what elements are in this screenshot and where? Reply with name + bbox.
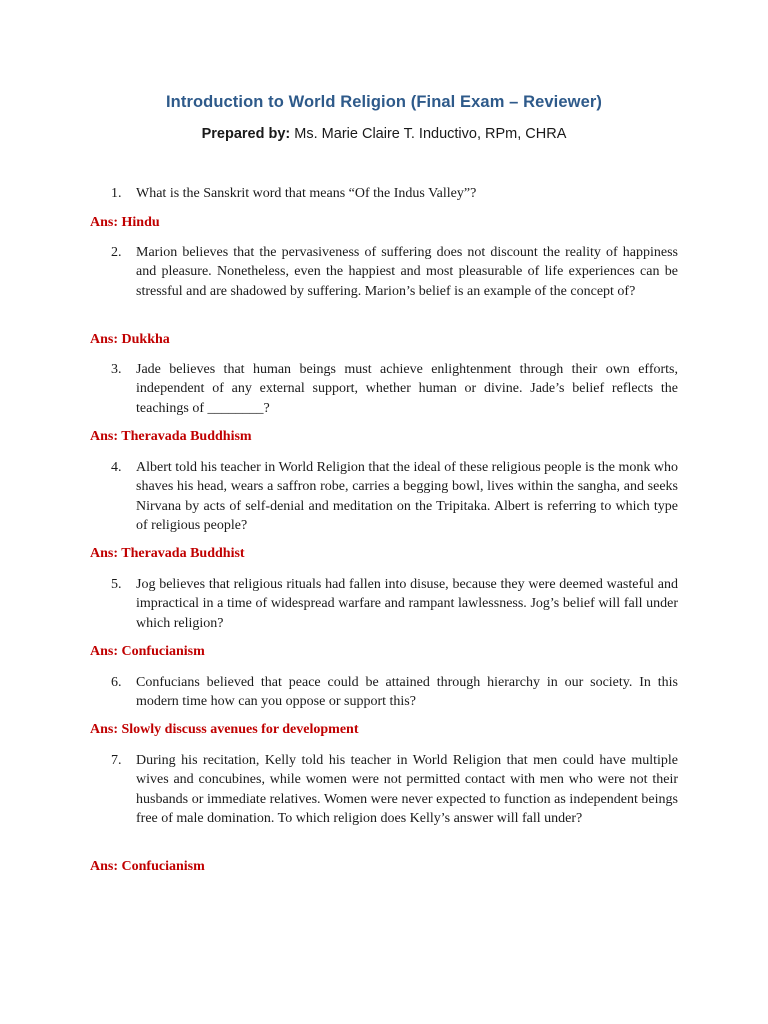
question-body: What is the Sanskrit word that means “Of the Indus Valley”? bbox=[136, 186, 477, 201]
question-item bbox=[0, 673, 768, 712]
question-text bbox=[111, 360, 678, 418]
question-text bbox=[111, 243, 678, 301]
question-text bbox=[111, 751, 678, 828]
question-item bbox=[0, 184, 768, 203]
document-title: Introduction to World Religion (Final Exam – Reviewer) bbox=[166, 93, 602, 111]
prepared-by-line bbox=[0, 126, 768, 142]
question-number: 3. bbox=[111, 362, 122, 377]
question-body: Albert told his teacher in World Religion that the ideal of these religious people is the monk who shaves his head, wears a saffron robe, carries a begging bowl, lives within the sangha, and seeks Nirvana by acts of self-denial and meditation on the Tripitaka. Albert is referring to which type of religious people? bbox=[136, 460, 678, 533]
question-item bbox=[0, 243, 768, 301]
question-text bbox=[111, 184, 678, 203]
question-body: During his recitation, Kelly told his teacher in World Religion that men could have multiple wives and concubines, while women were not permitted contact with men who were not their husbands or immediate relatives. Women were never expected to function as independent beings free of male domination. To which religion does Kelly’s answer will fall under? bbox=[136, 753, 678, 826]
question-body: Jade believes that human beings must achieve enlightenment through their own efforts, independent of any external support, whether human or divine. Jade’s belief reflects the teachings of ________? bbox=[136, 362, 678, 416]
answer-text: Ans: Confucianism bbox=[90, 644, 205, 659]
question-text bbox=[111, 575, 678, 633]
answer-text: Ans: Confucianism bbox=[90, 859, 205, 874]
question-number: 6. bbox=[111, 675, 122, 690]
question-item bbox=[0, 458, 768, 535]
question-number: 7. bbox=[111, 753, 122, 768]
question-number: 5. bbox=[111, 577, 122, 592]
answer-text: Ans: Hindu bbox=[90, 215, 160, 230]
question-item bbox=[0, 751, 768, 828]
question-item bbox=[0, 360, 768, 418]
question-body: Confucians believed that peace could be attained through hierarchy in our society. In this modern time how can you oppose or support this? bbox=[136, 675, 678, 710]
answer-text: Ans: Theravada Buddhism bbox=[90, 429, 252, 444]
question-body: Jog believes that religious rituals had fallen into disuse, because they were deemed wasteful and impractical in a time of widespread warfare and rampant lawlessness. Jog’s belief will fall under which religion? bbox=[136, 577, 678, 631]
question-body: Marion believes that the pervasiveness of suffering does not discount the reality of happiness and pleasure. Nonetheless, even the happiest and most pleasurable of life experiences can be stressful and are shadowed by suffering. Marion’s belief is an example of the concept of? bbox=[136, 245, 678, 299]
question-number: 4. bbox=[111, 460, 122, 475]
question-number: 1. bbox=[111, 186, 122, 201]
prepared-by-name: Ms. Marie Claire T. Inductivo, RPm, CHRA bbox=[294, 126, 567, 142]
question-text bbox=[111, 673, 678, 712]
question-item bbox=[0, 575, 768, 633]
answer-text: Ans: Theravada Buddhist bbox=[90, 546, 245, 561]
answer-text: Ans: Dukkha bbox=[90, 332, 170, 347]
answer-text: Ans: Slowly discuss avenues for development bbox=[90, 722, 359, 737]
prepared-by-label: Prepared by: bbox=[201, 126, 291, 142]
question-number: 2. bbox=[111, 245, 122, 260]
question-text bbox=[111, 458, 678, 535]
